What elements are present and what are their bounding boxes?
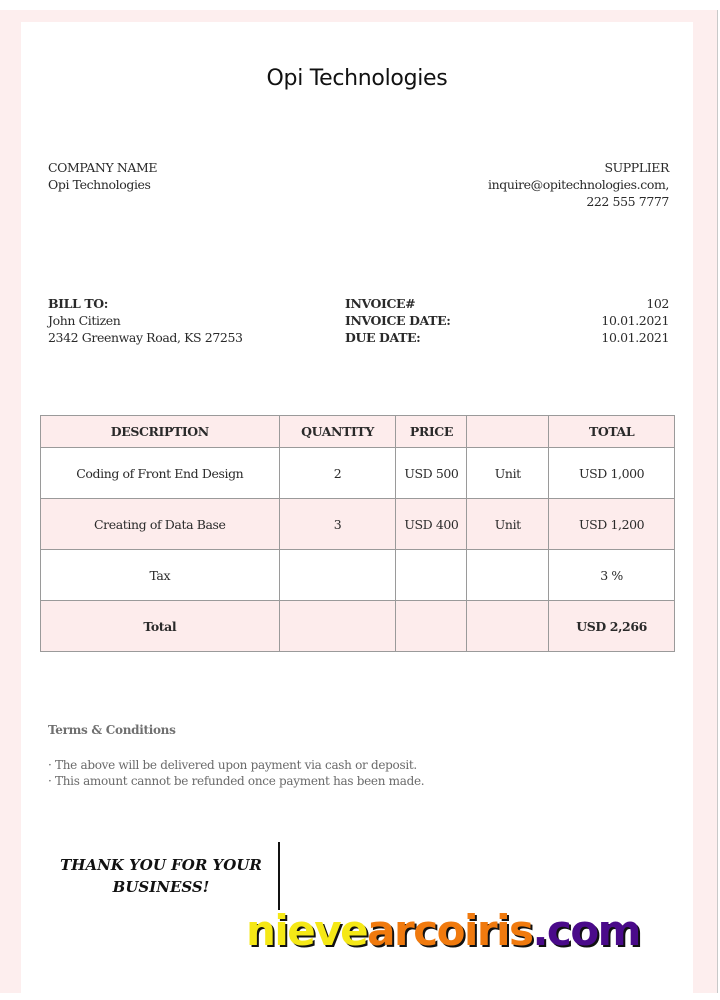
thank-you-line-1: THANK YOU FOR YOUR <box>60 856 262 874</box>
watermark-logo <box>246 906 640 955</box>
cell-unit <box>467 550 549 601</box>
supplier-phone: 222 555 7777 <box>586 194 669 209</box>
cell-total: USD 1,200 <box>549 499 675 550</box>
terms-title: Terms & Conditions <box>48 723 176 737</box>
invoice-page <box>21 22 693 993</box>
cell-description: Total <box>41 601 280 652</box>
cell-quantity: 3 <box>279 499 396 550</box>
thank-you-message <box>51 854 271 898</box>
watermark-part-2: arcoiris <box>367 906 533 955</box>
cell-unit: Unit <box>467 448 549 499</box>
due-date: 10.01.2021 <box>601 330 669 345</box>
header-description: DESCRIPTION <box>41 416 280 448</box>
invoice-number-label: INVOICE# <box>345 296 416 311</box>
thank-you-line-2: BUSINESS! <box>112 878 210 896</box>
cell-unit <box>467 601 549 652</box>
table-header-row <box>41 416 675 448</box>
invoice-date: 10.01.2021 <box>601 313 669 328</box>
company-name: Opi Technologies <box>48 177 151 192</box>
table-row <box>41 448 675 499</box>
bill-to-name: John Citizen <box>48 313 121 328</box>
company-label: COMPANY NAME <box>48 160 158 175</box>
invoice-date-label: INVOICE DATE: <box>345 313 451 328</box>
cell-description: Tax <box>41 550 280 601</box>
invoice-number: 102 <box>646 296 669 311</box>
bill-to-label: BILL TO: <box>48 296 108 311</box>
bill-to-address: 2342 Greenway Road, KS 27253 <box>48 330 243 345</box>
supplier-block <box>488 159 669 210</box>
cell-grand-total: USD 2,266 <box>549 601 675 652</box>
cell-price <box>396 550 467 601</box>
document-title: Opi Technologies <box>266 66 448 91</box>
signature-divider <box>278 842 280 910</box>
header-unit <box>467 416 549 448</box>
cell-unit: Unit <box>467 499 549 550</box>
supplier-label: SUPPLIER <box>604 160 669 175</box>
total-row <box>41 601 675 652</box>
cell-tax-rate: 3 % <box>549 550 675 601</box>
cell-quantity: 2 <box>279 448 396 499</box>
invoice-labels <box>345 295 450 346</box>
table-row <box>41 499 675 550</box>
supplier-email: inquire@opitechnologies.com, <box>487 177 669 192</box>
cell-price: USD 500 <box>396 448 467 499</box>
invoice-values <box>601 295 669 346</box>
cell-description: Creating of Data Base <box>41 499 280 550</box>
cell-quantity <box>279 550 396 601</box>
cell-quantity <box>279 601 396 652</box>
due-date-label: DUE DATE: <box>345 330 421 345</box>
tax-row <box>41 550 675 601</box>
terms-item: · This amount cannot be refunded once payment has been made. <box>48 774 425 788</box>
cell-description: Coding of Front End Design <box>41 448 280 499</box>
bill-to-block <box>48 295 243 346</box>
cell-price: USD 400 <box>396 499 467 550</box>
header-quantity: QUANTITY <box>279 416 396 448</box>
line-items-table <box>40 415 675 652</box>
terms-item: · The above will be delivered upon payment via cash or deposit. <box>48 758 417 772</box>
company-block <box>48 159 157 193</box>
header-total: TOTAL <box>549 416 675 448</box>
terms-list <box>48 757 424 789</box>
cell-total: USD 1,000 <box>549 448 675 499</box>
watermark-part-3: .com <box>532 906 640 955</box>
cell-price <box>396 601 467 652</box>
watermark-part-1: nieve <box>246 906 368 955</box>
header-price: PRICE <box>396 416 467 448</box>
